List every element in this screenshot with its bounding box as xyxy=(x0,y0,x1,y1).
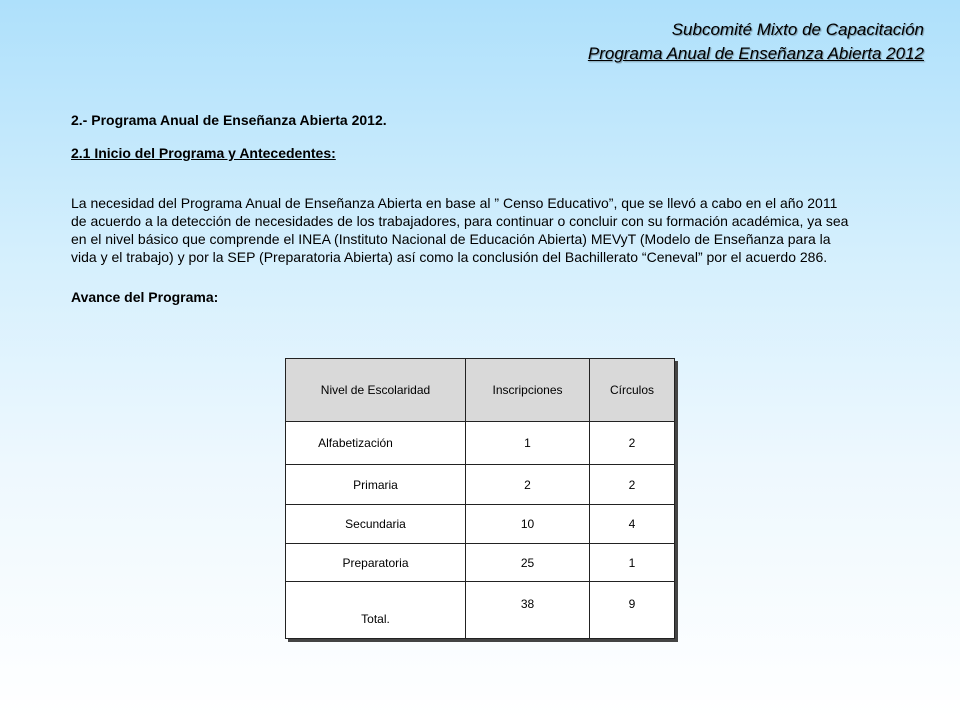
cell-level xyxy=(286,422,466,465)
table-row xyxy=(286,505,675,544)
table-total-row xyxy=(286,582,675,639)
table-row xyxy=(286,422,675,465)
paragraph-line: en el nivel básico que comprende el INEA (Instituto Nacional de Educación Abierta) MEVyT (Modelo de Enseñanza para la xyxy=(71,231,831,247)
paragraph-line: de acuerdo a la detección de necesidades de los trabajadores, para continuar o concluir con su formación académica, ya sea xyxy=(71,213,849,229)
total-circles-text: 9 xyxy=(628,597,636,611)
cell-level-text: Alfabetización xyxy=(318,436,393,450)
cell-total-label xyxy=(286,582,466,639)
cell-level: Primaria xyxy=(286,465,466,505)
paragraph-line: La necesidad del Programa Anual de Enseñanza Abierta en base al ” Censo Educativo”, que se llevó a cabo en el año 2011 xyxy=(71,195,838,211)
total-label-text: Total. xyxy=(361,612,390,626)
cell-level: Preparatoria xyxy=(286,544,466,582)
cell-enrollments: 10 xyxy=(466,505,590,544)
cell-circles: 4 xyxy=(590,505,675,544)
cell-circles: 2 xyxy=(590,465,675,505)
header-circles: Círculos xyxy=(590,359,675,422)
header-enrollments: Inscripciones xyxy=(466,359,590,422)
background-paragraph xyxy=(71,194,911,266)
cell-enrollments: 2 xyxy=(466,465,590,505)
header-title-committee: Subcomité Mixto de Capacitación xyxy=(671,20,924,39)
cell-enrollments: 1 xyxy=(466,422,590,465)
paragraph-line: vida y el trabajo) y por la SEP (Preparatoria Abierta) así como la conclusión del Bachillerato “Ceneval” por el acuerdo 286. xyxy=(71,249,828,265)
cell-total-enrollments xyxy=(466,582,590,639)
cell-level: Secundaria xyxy=(286,505,466,544)
enrollment-table xyxy=(285,358,675,639)
progress-title: Avance del Programa: xyxy=(71,289,219,305)
header-title-program: Programa Anual de Enseñanza Abierta 2012 xyxy=(587,44,924,63)
table-row xyxy=(286,465,675,505)
total-enrollments-text: 38 xyxy=(520,597,535,611)
cell-circles: 1 xyxy=(590,544,675,582)
table-header-row xyxy=(286,359,675,422)
cell-enrollments: 25 xyxy=(466,544,590,582)
cell-circles: 2 xyxy=(590,422,675,465)
cell-total-circles xyxy=(590,582,675,639)
header-education-level: Nivel de Escolaridad xyxy=(286,359,466,422)
subsection-title: 2.1 Inicio del Programa y Antecedentes: xyxy=(71,145,336,161)
document-header xyxy=(588,18,924,66)
section-title: 2.- Programa Anual de Enseñanza Abierta 2012. xyxy=(71,112,387,128)
table-row xyxy=(286,544,675,582)
